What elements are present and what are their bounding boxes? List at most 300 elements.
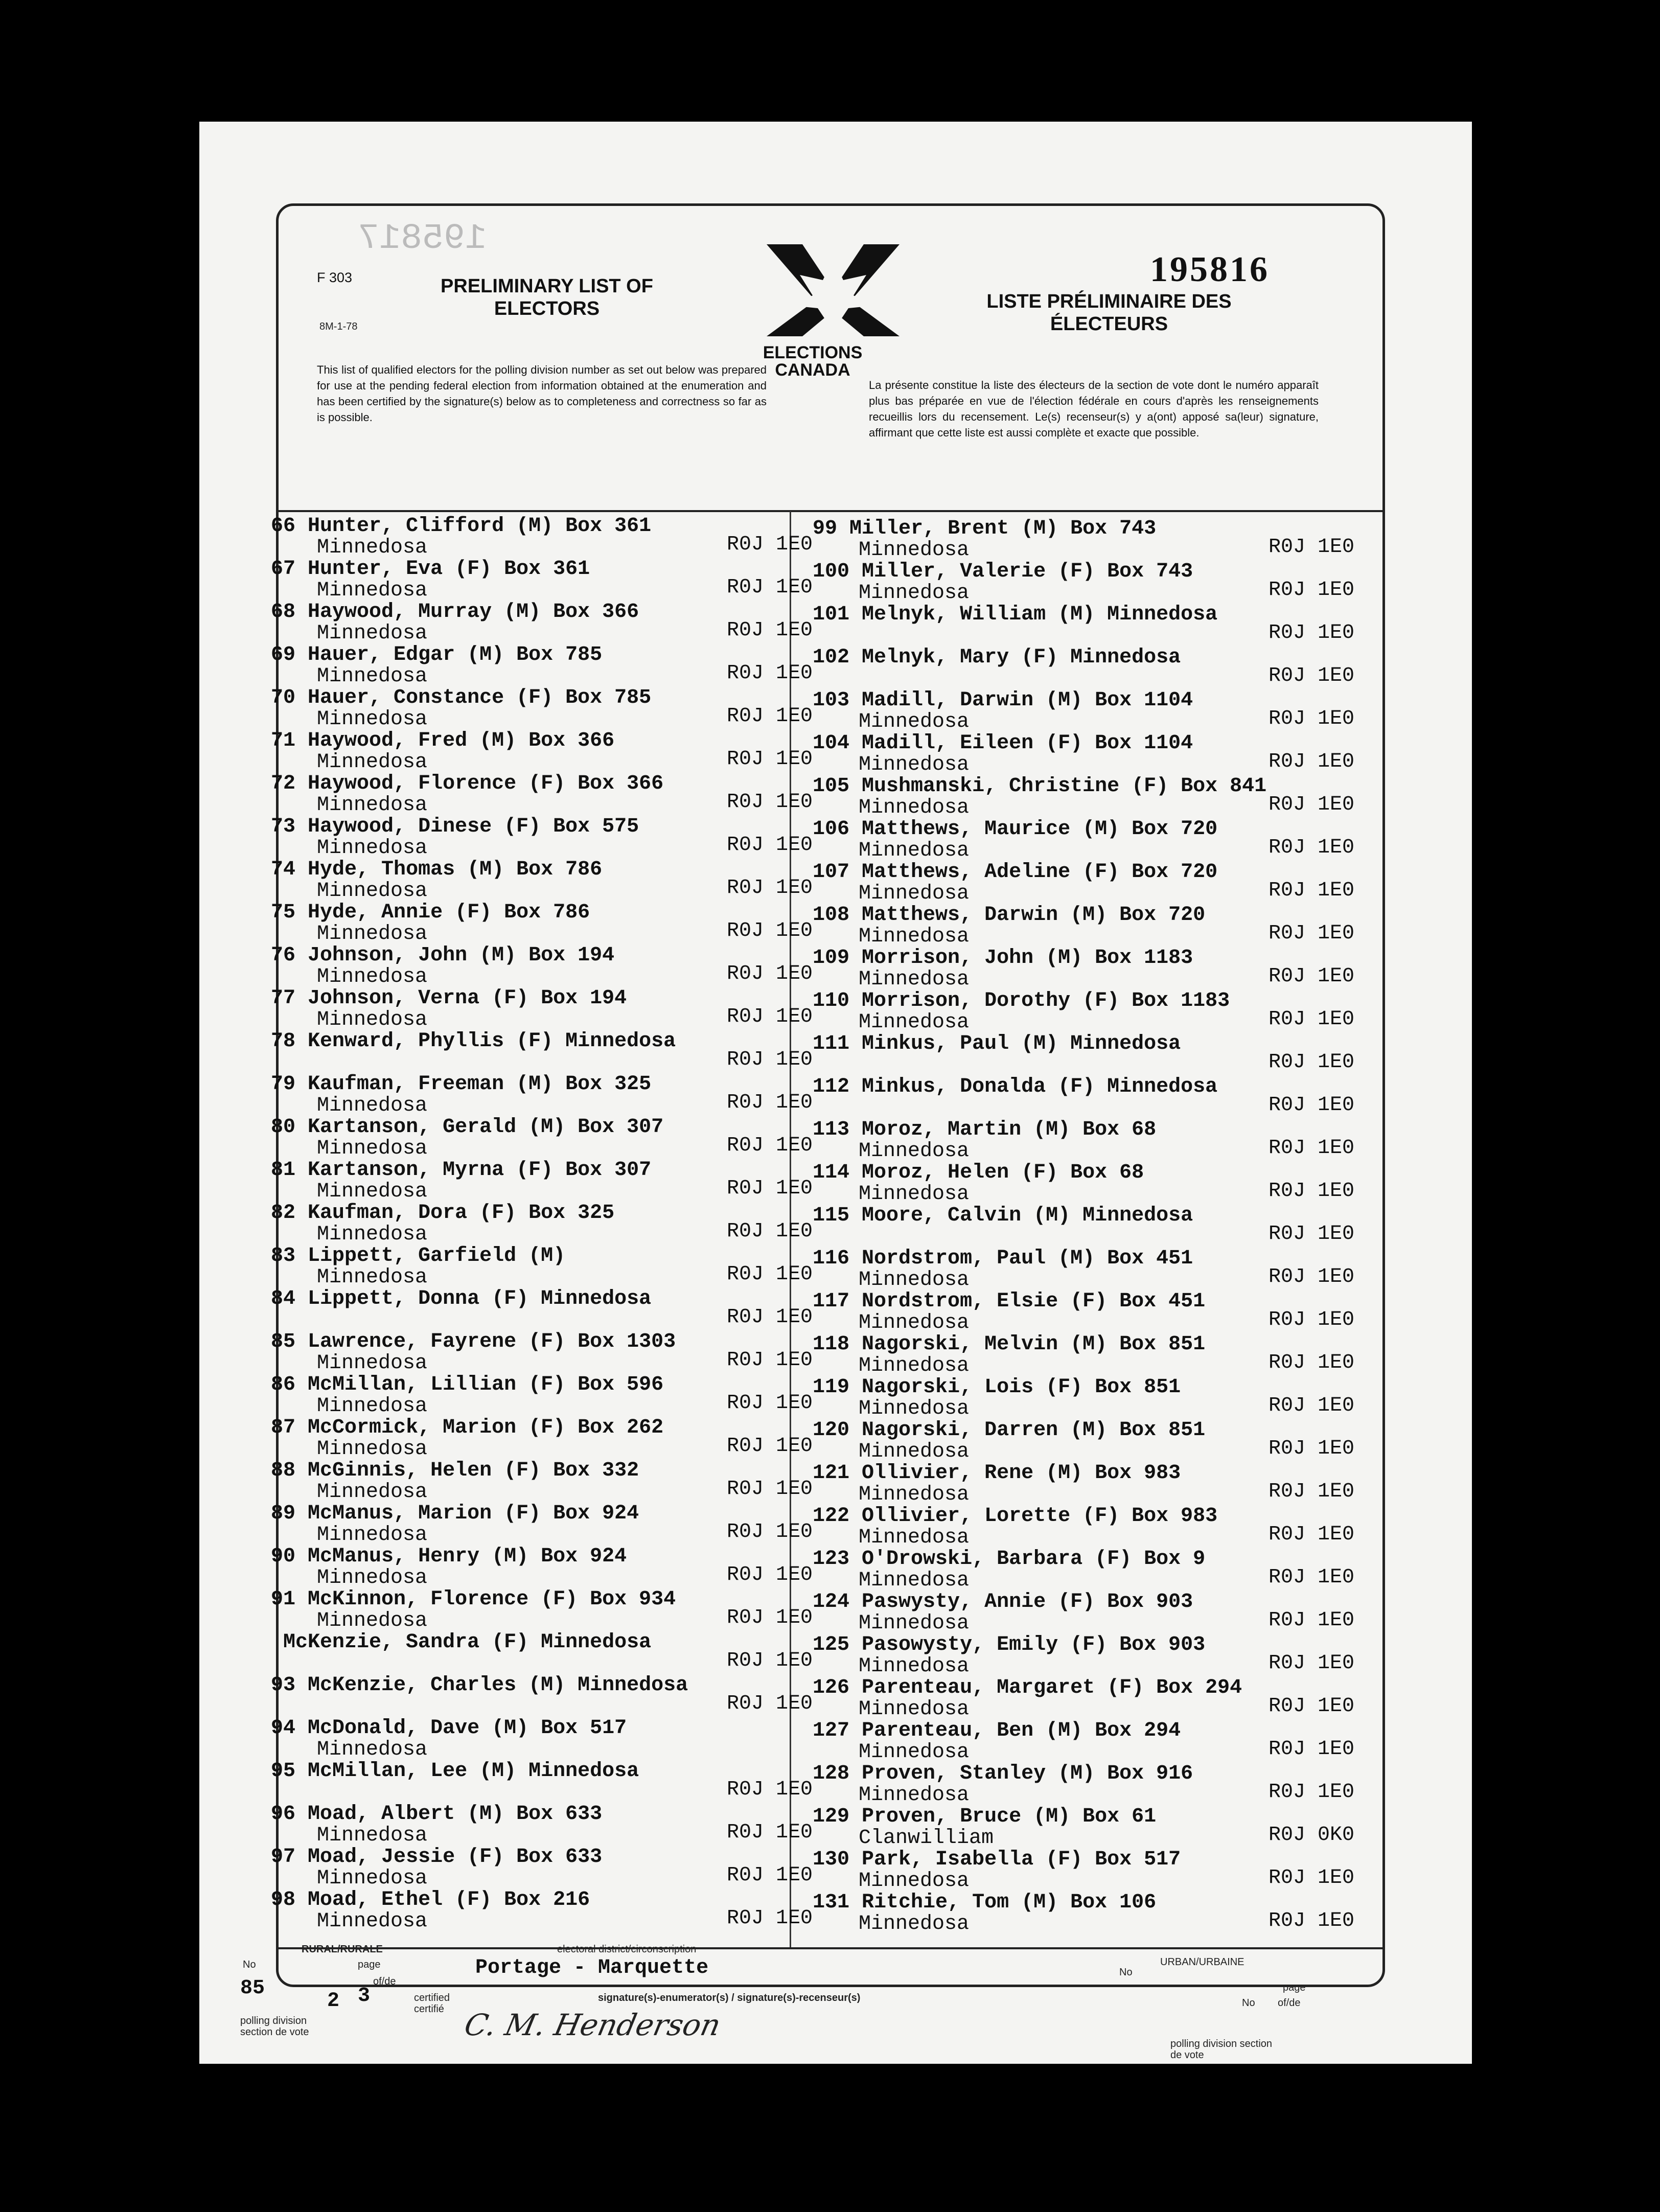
elector-town: Minnedosa (859, 1140, 970, 1163)
elector-number: 108 (813, 904, 850, 927)
elector-postal-code: R0J 1E0 (726, 1649, 813, 1672)
elector-town: Minnedosa (317, 1395, 428, 1418)
elector-name: Nordstrom, Elsie (F) Box 451 (862, 1290, 1206, 1313)
elector-postal-code: R0J 1E0 (726, 576, 813, 599)
no-label: No (243, 1959, 256, 1970)
elector-name: Nagorski, Darren (M) Box 851 (862, 1419, 1206, 1442)
elector-number: 125 (813, 1633, 850, 1656)
elector-name: Miller, Brent (M) Box 743 (849, 517, 1157, 540)
elector-postal-code: R0J 1E0 (726, 877, 813, 900)
elector-town: Minnedosa (317, 665, 428, 688)
elector-name: Lawrence, Fayrene (F) Box 1303 (308, 1330, 676, 1353)
elector-town: Minnedosa (859, 796, 970, 819)
elector-number: 71 (271, 729, 296, 752)
elector-town: Minnedosa (859, 1269, 970, 1292)
urban-label: URBAN/URBAINE (1160, 1956, 1244, 1968)
elector-entry (271, 1073, 813, 1119)
elector-entry (813, 1677, 1354, 1723)
elector-number: 131 (813, 1891, 850, 1914)
elector-number: 82 (271, 1202, 296, 1225)
elector-number-name (813, 604, 1217, 626)
elector-entry (813, 1248, 1354, 1294)
elector-postal-code: R0J 1E0 (1268, 1867, 1354, 1890)
elector-number: 102 (813, 646, 850, 669)
elector-town: Minnedosa (859, 1354, 970, 1377)
elector-postal-code: R0J 1E0 (726, 1306, 813, 1329)
elector-number: 129 (813, 1805, 850, 1828)
elector-number-name (813, 1548, 1205, 1571)
elector-number-name (271, 944, 614, 967)
elector-town: Minnedosa (317, 1094, 428, 1117)
elector-postal-code: R0J 1E0 (726, 791, 813, 814)
elector-postal-code: R0J 1E0 (1268, 1094, 1354, 1117)
elector-town: Minnedosa (859, 1397, 970, 1420)
elector-postal-code: R0J 1E0 (1268, 793, 1354, 816)
elector-entry (271, 644, 813, 690)
elector-postal-code: R0J 1E0 (726, 1864, 813, 1887)
elector-town: Minnedosa (317, 1481, 428, 1504)
elector-number: 115 (813, 1204, 850, 1227)
elector-number: 107 (813, 861, 850, 884)
urban-no-label: No (1119, 1967, 1133, 1978)
elector-name: Proven, Stanley (M) Box 916 (862, 1762, 1193, 1785)
elector-postal-code: R0J 1E0 (1268, 1137, 1354, 1160)
elector-name: Hauer, Constance (F) Box 785 (308, 686, 652, 709)
elector-number: 77 (271, 987, 296, 1010)
elector-number-name (271, 859, 602, 881)
elector-name: Nagorski, Melvin (M) Box 851 (862, 1333, 1206, 1356)
document-page (199, 122, 1472, 2064)
elector-number-name (271, 601, 639, 624)
elector-number: 101 (813, 603, 850, 626)
elector-name: Madill, Darwin (M) Box 1104 (862, 689, 1193, 712)
elector-name: Melnyk, Mary (F) Minnedosa (862, 646, 1181, 669)
elector-postal-code: R0J 1E0 (1268, 1523, 1354, 1546)
elector-number: 105 (813, 775, 850, 798)
elector-number: 117 (813, 1290, 850, 1313)
elector-number: 89 (271, 1502, 296, 1525)
elector-town: Minnedosa (859, 753, 970, 776)
elector-postal-code: R0J 1E0 (726, 1091, 813, 1114)
elector-entry (271, 1588, 813, 1634)
elector-number: 66 (271, 515, 296, 538)
elector-entry (813, 1291, 1354, 1337)
elector-town: Minnedosa (859, 539, 970, 562)
elector-town: Minnedosa (317, 1266, 428, 1289)
elector-name: Paswysty, Annie (F) Box 903 (862, 1591, 1193, 1614)
elector-entry (271, 1374, 813, 1420)
elector-postal-code: R0J 1E0 (726, 1907, 813, 1930)
elector-number-name (271, 1073, 651, 1096)
elector-town: Minnedosa (859, 1612, 970, 1635)
elector-entry (813, 1333, 1354, 1379)
elector-number-name (813, 775, 1266, 798)
elector-number-name (813, 1634, 1205, 1656)
elector-number-name (813, 1291, 1205, 1313)
elector-number: 79 (271, 1073, 296, 1096)
elector-postal-code: R0J 1E0 (726, 1005, 813, 1028)
elector-town: Minnedosa (859, 1311, 970, 1334)
elector-postal-code: R0J 1E0 (1268, 1480, 1354, 1503)
elector-number: 80 (271, 1116, 296, 1139)
elector-entry (271, 1546, 813, 1592)
elector-number-name (271, 1803, 602, 1826)
elector-entry (271, 1846, 813, 1892)
elector-number-name (813, 947, 1193, 970)
elector-name: Ollivier, Lorette (F) Box 983 (862, 1505, 1218, 1528)
elector-name: Johnson, John (M) Box 194 (308, 944, 615, 967)
elector-name: Haywood, Florence (F) Box 366 (308, 772, 664, 795)
elector-entry (813, 1720, 1354, 1766)
elector-name: Hyde, Thomas (M) Box 786 (308, 858, 603, 881)
elector-postal-code: R0J 1E0 (1268, 750, 1354, 773)
elector-postal-code: R0J 1E0 (1268, 1609, 1354, 1632)
elector-entry (271, 515, 813, 561)
elector-entry (813, 1419, 1354, 1465)
of-label: of/de (373, 1976, 396, 1987)
title-english: PRELIMINARY LIST OF ELECTORS (441, 275, 653, 319)
elector-number-name (813, 1763, 1193, 1785)
elector-town: Minnedosa (859, 1011, 970, 1034)
elector-postal-code: R0J 1E0 (1268, 1308, 1354, 1331)
elector-name: Haywood, Fred (M) Box 366 (308, 729, 615, 752)
elector-number: 114 (813, 1161, 850, 1184)
elector-number: 86 (271, 1373, 296, 1396)
elector-number-name (813, 904, 1205, 927)
elector-town: Minnedosa (859, 1440, 970, 1463)
elector-entry (813, 1205, 1354, 1251)
elector-postal-code: R0J 1E0 (726, 1478, 813, 1501)
elector-postal-code: R0J 1E0 (726, 919, 813, 942)
elector-town: Minnedosa (317, 708, 428, 731)
elector-town: Minnedosa (317, 1566, 428, 1589)
elector-postal-code: R0J 1E0 (1268, 879, 1354, 902)
elector-postal-code: R0J 1E0 (1268, 1008, 1354, 1031)
elector-entry (813, 1591, 1354, 1637)
elector-postal-code: R0J 1E0 (1268, 1437, 1354, 1460)
elector-number-name (271, 558, 590, 581)
elector-town: Minnedosa (859, 1784, 970, 1807)
elector-entry (813, 1505, 1354, 1551)
page-label: page (358, 1959, 381, 1970)
elector-number: 116 (813, 1247, 850, 1270)
elector-number: 121 (813, 1462, 850, 1485)
elector-number-name (813, 1333, 1205, 1356)
elector-postal-code: R0J 1E0 (726, 1606, 813, 1629)
elector-name: Moad, Jessie (F) Box 633 (308, 1846, 603, 1869)
elector-name: Hauer, Edgar (M) Box 785 (308, 643, 603, 666)
elector-entry (271, 1760, 813, 1806)
elector-town: Minnedosa (317, 622, 428, 645)
elector-number-name (813, 732, 1193, 755)
elector-entry (271, 816, 813, 862)
elector-entry (813, 1548, 1354, 1594)
elector-number: 83 (271, 1245, 296, 1268)
elector-number-name (271, 1717, 627, 1740)
elector-town: Minnedosa (859, 1698, 970, 1721)
elector-postal-code: R0J 1E0 (726, 1520, 813, 1543)
elector-postal-code: R0J 1E0 (1268, 1051, 1354, 1074)
elector-number: 109 (813, 947, 850, 970)
elector-name: McMillan, Lee (M) Minnedosa (308, 1760, 639, 1783)
note-french: La présente constitue la liste des électeurs de la section de vote dont le numéro apparaît plus bas préparée en vue de l'élection fédérale en cours d'après les renseignements recueillis lors du recensement. Le(s) recenseur(s) y a(ont) apposé sa(leur) signature, affirmant que cette liste est aussi complète et exacte que possible. (869, 379, 1319, 439)
elector-entry (271, 944, 813, 990)
elector-number: 94 (271, 1717, 296, 1740)
elector-name: Moroz, Martin (M) Box 68 (862, 1118, 1157, 1141)
elector-postal-code: R0J 1E0 (726, 1435, 813, 1458)
elector-town: Minnedosa (859, 1870, 970, 1893)
elector-town: Minnedosa (859, 1483, 970, 1506)
elector-number-name (271, 1331, 676, 1353)
elector-number-name (271, 1030, 676, 1053)
elector-name: Kartanson, Myrna (F) Box 307 (308, 1159, 652, 1182)
elector-entry (813, 1076, 1354, 1122)
elector-town: Minnedosa (859, 1913, 970, 1936)
elector-number-name (813, 1376, 1181, 1399)
elector-entry (813, 1806, 1354, 1852)
elector-name: Miller, Valerie (F) Box 743 (862, 560, 1193, 583)
page-of-number: 3 (358, 1985, 371, 2008)
elector-town: Minnedosa (317, 579, 428, 602)
elector-name: Park, Isabella (F) Box 517 (862, 1848, 1181, 1871)
elector-postal-code: R0J 1E0 (1268, 965, 1354, 988)
elector-entry (813, 775, 1354, 821)
elector-postal-code: R0J 1E0 (726, 834, 813, 857)
elector-town: Minnedosa (859, 882, 970, 905)
elector-number-name (813, 1849, 1181, 1871)
elector-entry (271, 859, 813, 905)
elector-number: 126 (813, 1676, 850, 1699)
elector-name: Haywood, Murray (M) Box 366 (308, 601, 639, 624)
elector-entry (271, 1889, 813, 1935)
elector-number-name (271, 1546, 627, 1568)
elector-name: Ollivier, Rene (M) Box 983 (862, 1462, 1181, 1485)
elector-name: O'Drowski, Barbara (F) Box 9 (862, 1548, 1206, 1571)
elector-number: 113 (813, 1118, 850, 1141)
elector-entry (813, 1634, 1354, 1680)
elector-entry (813, 990, 1354, 1036)
elector-number-name (271, 1159, 651, 1182)
elector-town: Minnedosa (317, 1867, 428, 1890)
elector-town: Minnedosa (317, 1180, 428, 1203)
elector-number-name (271, 1417, 663, 1439)
elector-postal-code: R0J 1E0 (1268, 664, 1354, 687)
elector-name: Melnyk, William (M) Minnedosa (862, 603, 1218, 626)
district-label: electoral district/circonscription (557, 1944, 697, 1955)
elector-number: 110 (813, 989, 850, 1012)
elector-name: McMillan, Lillian (F) Box 596 (308, 1373, 664, 1396)
elector-postal-code: R0J 1E0 (1268, 836, 1354, 859)
elector-number: 122 (813, 1505, 850, 1528)
elector-number-name (813, 561, 1193, 583)
elector-entry (813, 1849, 1354, 1895)
elector-number-name (813, 1677, 1242, 1699)
elector-number-name (271, 1846, 602, 1869)
elector-number: 69 (271, 643, 296, 666)
elector-town: Minnedosa (317, 1438, 428, 1461)
header-divider (276, 510, 1385, 512)
elector-town: Minnedosa (317, 751, 428, 774)
elector-town: Minnedosa (317, 1137, 428, 1160)
elector-name: Mushmanski, Christine (F) Box 841 (862, 775, 1267, 798)
elector-number-name (271, 1374, 663, 1396)
elector-number: 130 (813, 1848, 850, 1871)
elector-name: Hunter, Clifford (M) Box 361 (308, 515, 652, 538)
elector-town: Minnedosa (317, 1738, 428, 1761)
elector-town: Minnedosa (859, 582, 970, 605)
urban-no-label-2: No (1242, 1997, 1255, 2009)
elector-number: 72 (271, 772, 296, 795)
elector-entry (813, 818, 1354, 864)
elector-entry (271, 1503, 813, 1549)
elector-town: Minnedosa (859, 1655, 970, 1678)
elector-name: Johnson, Verna (F) Box 194 (308, 987, 627, 1010)
elector-number-name (271, 1202, 614, 1225)
elector-name: Kaufman, Dora (F) Box 325 (308, 1202, 615, 1225)
elector-number-name (271, 1760, 639, 1783)
elector-town: Minnedosa (859, 1183, 970, 1206)
enumerator-signature: C. M. Henderson (461, 2008, 724, 2042)
certified-label: certified certifié (414, 1992, 450, 2015)
elector-town: Minnedosa (317, 1223, 428, 1246)
elector-town: Minnedosa (859, 1526, 970, 1549)
elector-town: Minnedosa (317, 536, 428, 559)
elector-postal-code: R0J 1E0 (726, 1692, 813, 1715)
elector-name: Moroz, Helen (F) Box 68 (862, 1161, 1144, 1184)
form-number: F 303 (317, 270, 353, 285)
elector-number-name (271, 1674, 688, 1697)
elector-town: Minnedosa (317, 965, 428, 988)
elector-name: McCormick, Marion (F) Box 262 (308, 1416, 664, 1439)
elector-postal-code: R0J 1E0 (726, 619, 813, 642)
elector-number: 100 (813, 560, 850, 583)
elector-entry (271, 1202, 813, 1248)
elector-postal-code: R0J 1E0 (1268, 1738, 1354, 1761)
elector-town: Minnedosa (859, 925, 970, 948)
elector-number: 106 (813, 818, 850, 841)
elector-number: 85 (271, 1330, 296, 1353)
elector-name: Kartanson, Gerald (M) Box 307 (308, 1116, 664, 1139)
elector-number-name (813, 1419, 1205, 1442)
elector-name: Kaufman, Freeman (M) Box 325 (308, 1073, 652, 1096)
elector-postal-code: R0J 1E0 (726, 1177, 813, 1200)
elector-entry (271, 1803, 813, 1849)
elector-number: 124 (813, 1591, 850, 1614)
elector-entry (271, 558, 813, 604)
elector-number: 84 (271, 1287, 296, 1310)
elector-town: Minnedosa (317, 1824, 428, 1847)
elector-name: McGinnis, Helen (F) Box 332 (308, 1459, 639, 1482)
elector-number-name (813, 1591, 1193, 1614)
elector-entry (271, 1116, 813, 1162)
elector-number-name (271, 644, 602, 666)
elector-name: McDonald, Dave (M) Box 517 (308, 1717, 627, 1740)
elector-number-name (271, 1288, 651, 1310)
elector-number-name (813, 1076, 1217, 1098)
signature-label: signature(s)-enumerator(s) / signature(s)-recenseur(s) (598, 1992, 861, 2003)
elector-name: Haywood, Dinese (F) Box 575 (308, 815, 639, 838)
elector-postal-code: R0J 1E0 (1268, 707, 1354, 730)
elector-name: Morrison, Dorothy (F) Box 1183 (862, 989, 1230, 1012)
elector-postal-code: R0J 1E0 (726, 1349, 813, 1372)
elector-name: Nagorski, Lois (F) Box 851 (862, 1376, 1181, 1399)
elector-entry (271, 687, 813, 733)
elector-number-name (271, 1588, 676, 1611)
page-number: 2 (327, 1990, 340, 2013)
elector-number-name (271, 730, 614, 752)
elector-entry (271, 1288, 813, 1334)
elector-number: 90 (271, 1545, 296, 1568)
elector-entry (271, 1674, 813, 1720)
elector-number-name (271, 515, 651, 538)
elector-number: 81 (271, 1159, 296, 1182)
elector-entry (271, 1417, 813, 1463)
elector-entry (271, 730, 813, 776)
elector-number: 128 (813, 1762, 850, 1785)
elector-entry (813, 1892, 1354, 1938)
elector-number: 119 (813, 1376, 850, 1399)
elector-number: 98 (271, 1888, 296, 1911)
elector-postal-code: R0J 1E0 (726, 748, 813, 771)
elector-entry (813, 647, 1354, 693)
elector-town: Minnedosa (317, 923, 428, 946)
elector-entry (813, 604, 1354, 650)
elector-postal-code: R0J 1E0 (1268, 922, 1354, 945)
elector-number: 99 (813, 517, 838, 540)
elector-postal-code: R0J 0K0 (1268, 1824, 1354, 1847)
elector-number-name (813, 990, 1230, 1012)
elector-town: Minnedosa (859, 710, 970, 733)
elector-town: Minnedosa (317, 880, 428, 903)
elector-entry (271, 1159, 813, 1205)
elector-number-name (271, 902, 590, 924)
elector-number-name (813, 818, 1217, 841)
elector-name: Matthews, Adeline (F) Box 720 (862, 861, 1218, 884)
elector-entry (813, 518, 1354, 564)
elector-postal-code: R0J 1E0 (1268, 1180, 1354, 1203)
elector-entry (813, 1162, 1354, 1208)
elector-postal-code: R0J 1E0 (726, 1778, 813, 1801)
footer-divider (276, 1947, 1385, 1949)
logo-text: ELECTIONS CANADA (763, 343, 863, 380)
elector-name: Hunter, Eva (F) Box 361 (308, 558, 590, 581)
bleed-through-serial: 195817 (358, 219, 487, 259)
elector-postal-code: R0J 1E0 (1268, 536, 1354, 559)
elector-entry (271, 773, 813, 819)
elector-name: Lippett, Donna (F) Minnedosa (308, 1287, 652, 1310)
elector-name: Matthews, Maurice (M) Box 720 (862, 818, 1218, 841)
elector-number: 96 (271, 1803, 296, 1826)
elector-number: 118 (813, 1333, 850, 1356)
elector-town: Minnedosa (317, 1609, 428, 1632)
elector-postal-code: R0J 1E0 (726, 962, 813, 985)
elector-number-name (271, 773, 663, 795)
elector-number-name (813, 1462, 1181, 1485)
elector-number-name (813, 1119, 1156, 1141)
elector-number: 87 (271, 1416, 296, 1439)
elector-postal-code: R0J 1E0 (1268, 1223, 1354, 1246)
elector-number-name (813, 647, 1181, 669)
elector-name: Ritchie, Tom (M) Box 106 (862, 1891, 1157, 1914)
elector-number: 70 (271, 686, 296, 709)
elector-entry (813, 561, 1354, 607)
elector-number: 103 (813, 689, 850, 712)
elector-number-name (813, 1248, 1193, 1270)
elector-postal-code: R0J 1E0 (726, 1263, 813, 1286)
elector-number: 73 (271, 815, 296, 838)
elector-number: 97 (271, 1846, 296, 1869)
serial-number: 195816 (1150, 250, 1270, 289)
